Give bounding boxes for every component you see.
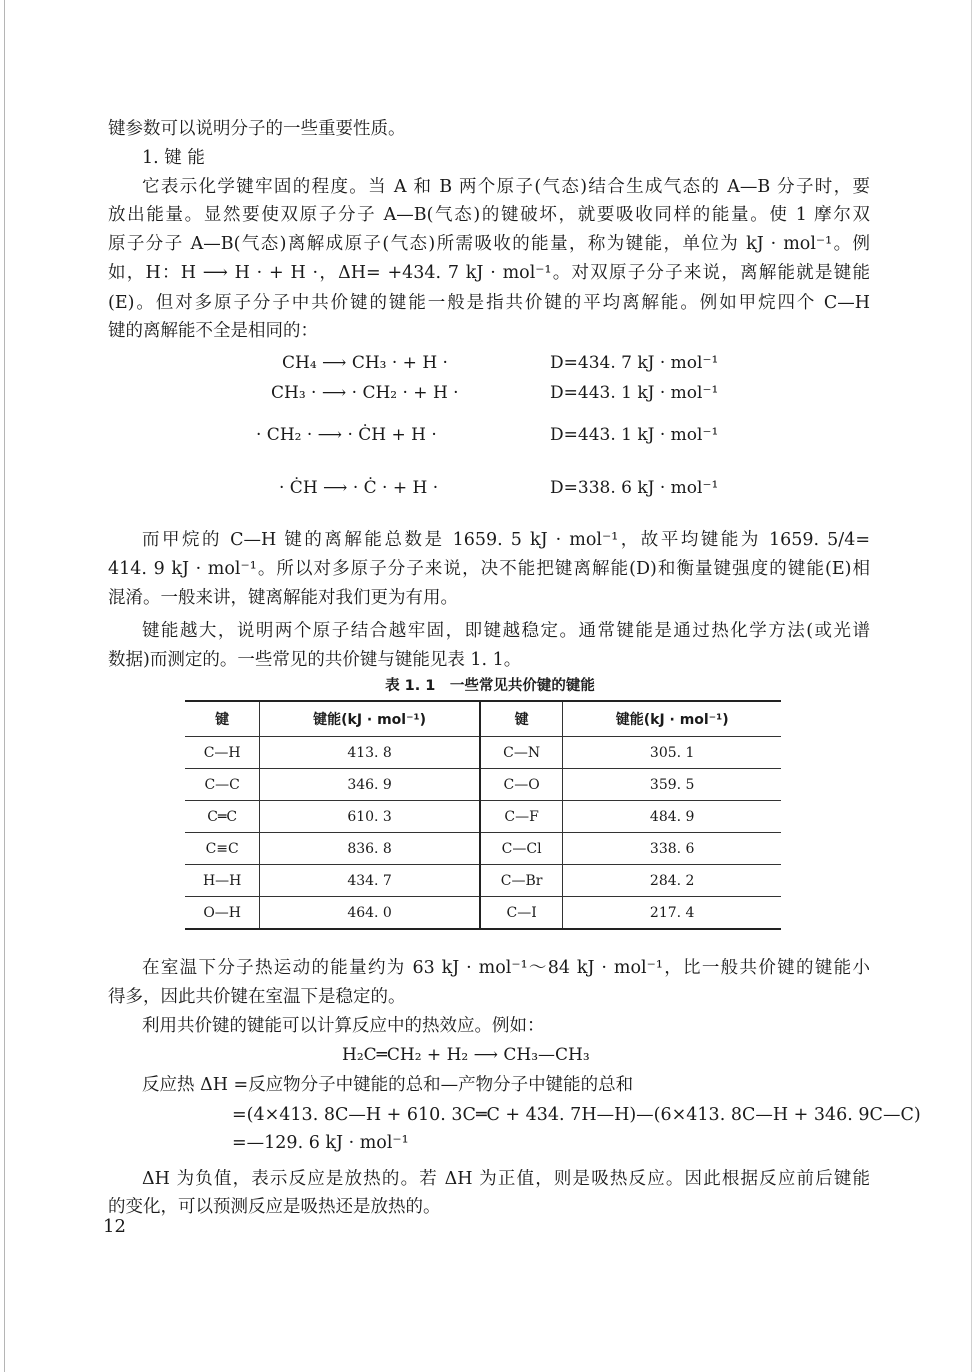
para4-line-2: 得多，因此共价键在室温下是稳定的。 xyxy=(108,987,406,1007)
reaction-3-equation: · CH₂ · ⟶ · ĊH + H · xyxy=(256,425,437,445)
reaction-2-energy: D=443. 1 kJ · mol⁻¹ xyxy=(550,383,719,403)
header-energy-1: 键能(kJ · mol⁻¹) xyxy=(260,701,480,737)
table-header-row xyxy=(185,701,781,737)
reaction-1-energy: D=434. 7 kJ · mol⁻¹ xyxy=(550,353,719,373)
reaction-1-equation: CH₄ ⟶ CH₃ · + H · xyxy=(282,353,448,373)
energy-cell: 305. 1 xyxy=(563,737,781,769)
para1-line-3: 原子分子 A—B(气态)离解成原子(气态)所需吸收的能量，称为键能，单位为 kJ · mol⁻¹。例 xyxy=(108,234,870,254)
para1-line-2: 放出能量。显然要使双原子分子 A—B(气态)的键破坏，就要吸收同样的能量。使 1 摩尔双 xyxy=(108,205,870,225)
para2-line-3: 混淆。一般来讲，键离解能对我们更为有用。 xyxy=(108,588,458,608)
para2-line-1: 而甲烷的 C—H 键的离解能总数是 1659. 5 kJ · mol⁻¹，故平均键能为 1659. 5/4= xyxy=(142,530,870,550)
energy-cell: 464. 0 xyxy=(260,897,480,930)
table-row xyxy=(185,865,781,897)
bond-cell: C—Cl xyxy=(480,833,563,865)
para4-line-1: 在室温下分子热运动的能量约为 63 kJ · mol⁻¹～84 kJ · mol⁻¹，比一般共价键的键能小 xyxy=(142,958,870,978)
para1-line-4: 如，H：H ⟶ H · + H ·，ΔH= +434. 7 kJ · mol⁻¹。对双原子分子来说，离解能就是键能 xyxy=(108,263,870,283)
para1-line-5: (E)。但对多原子分子中共价键的键能一般是指共价键的平均离解能。例如甲烷四个 C—H xyxy=(108,293,870,313)
bond-cell: H—H xyxy=(185,865,260,897)
energy-cell: 610. 3 xyxy=(260,801,480,833)
energy-cell: 217. 4 xyxy=(563,897,781,930)
heat-line-1: 反应热 ΔH =反应物分子中键能的总和—产物分子中键能的总和 xyxy=(142,1075,634,1095)
example-equation: H₂C═CH₂ + H₂ ⟶ CH₃—CH₃ xyxy=(342,1045,590,1065)
energy-cell: 284. 2 xyxy=(563,865,781,897)
para3-line-2: 数据)而测定的。一些常见的共价键与键能见表 1. 1。 xyxy=(108,650,522,670)
bond-cell: C═C xyxy=(185,801,260,833)
table-row xyxy=(185,769,781,801)
reaction-3-energy: D=443. 1 kJ · mol⁻¹ xyxy=(550,425,719,445)
energy-cell: 434. 7 xyxy=(260,865,480,897)
bond-cell: O—H xyxy=(185,897,260,930)
reaction-4-energy: D=338. 6 kJ · mol⁻¹ xyxy=(550,478,719,498)
bond-cell: C—N xyxy=(480,737,563,769)
table-row xyxy=(185,833,781,865)
bond-cell: C—O xyxy=(480,769,563,801)
table-row xyxy=(185,897,781,930)
para6-line-2: 的变化，可以预测反应是吸热还是放热的。 xyxy=(108,1197,441,1217)
energy-cell: 338. 6 xyxy=(563,833,781,865)
reaction-2-equation: CH₃ · ⟶ · CH₂ · + H · xyxy=(271,383,459,403)
energy-cell: 484. 9 xyxy=(563,801,781,833)
para1-line-1: 它表示化学键牢固的程度。当 A 和 B 两个原子(气态)结合生成气态的 A—B 分子时，要 xyxy=(142,177,870,197)
header-bond-1: 键 xyxy=(185,701,260,737)
heat-line-3: =—129. 6 kJ · mol⁻¹ xyxy=(232,1133,409,1153)
energy-cell: 413. 8 xyxy=(260,737,480,769)
energy-cell: 346. 9 xyxy=(260,769,480,801)
header-bond-2: 键 xyxy=(480,701,563,737)
energy-cell: 359. 5 xyxy=(563,769,781,801)
energy-cell: 836. 8 xyxy=(260,833,480,865)
table-row xyxy=(185,801,781,833)
reaction-4-equation: · ĊH ⟶ · Ċ · + H · xyxy=(279,478,439,498)
bond-cell: C—Br xyxy=(480,865,563,897)
bond-energy-table xyxy=(185,700,781,930)
header-energy-2: 键能(kJ · mol⁻¹) xyxy=(563,701,781,737)
para5-line: 利用共价键的键能可以计算反应中的热效应。例如： xyxy=(142,1016,545,1036)
intro-line: 键参数可以说明分子的一些重要性质。 xyxy=(108,119,406,139)
table-caption: 表 1. 1 一些常见共价键的键能 xyxy=(385,678,595,694)
page-number: 12 xyxy=(103,1216,126,1237)
para1-line-6: 键的离解能不全是相同的： xyxy=(108,321,318,341)
bond-cell: C—C xyxy=(185,769,260,801)
bond-cell: C—F xyxy=(480,801,563,833)
heat-line-2: =(4×413. 8C—H + 610. 3C═C + 434. 7H—H)—(6×413. 8C—H + 346. 9C—C) xyxy=(232,1105,921,1125)
para6-line-1: ΔH 为负值，表示反应是放热的。若 ΔH 为正值，则是吸热反应。因此根据反应前后键能 xyxy=(142,1169,870,1189)
bond-cell: C—I xyxy=(480,897,563,930)
para3-line-1: 键能越大，说明两个原子结合越牢固，即键越稳定。通常键能是通过热化学方法(或光谱 xyxy=(142,621,870,641)
bond-cell: C—H xyxy=(185,737,260,769)
para2-line-2: 414. 9 kJ · mol⁻¹。所以对多原子分子来说，决不能把键离解能(D)和衡量键强度的键能(E)相 xyxy=(108,559,870,579)
bond-cell: C≡C xyxy=(185,833,260,865)
section-heading: 1. 键 能 xyxy=(142,148,205,168)
table-row xyxy=(185,737,781,769)
